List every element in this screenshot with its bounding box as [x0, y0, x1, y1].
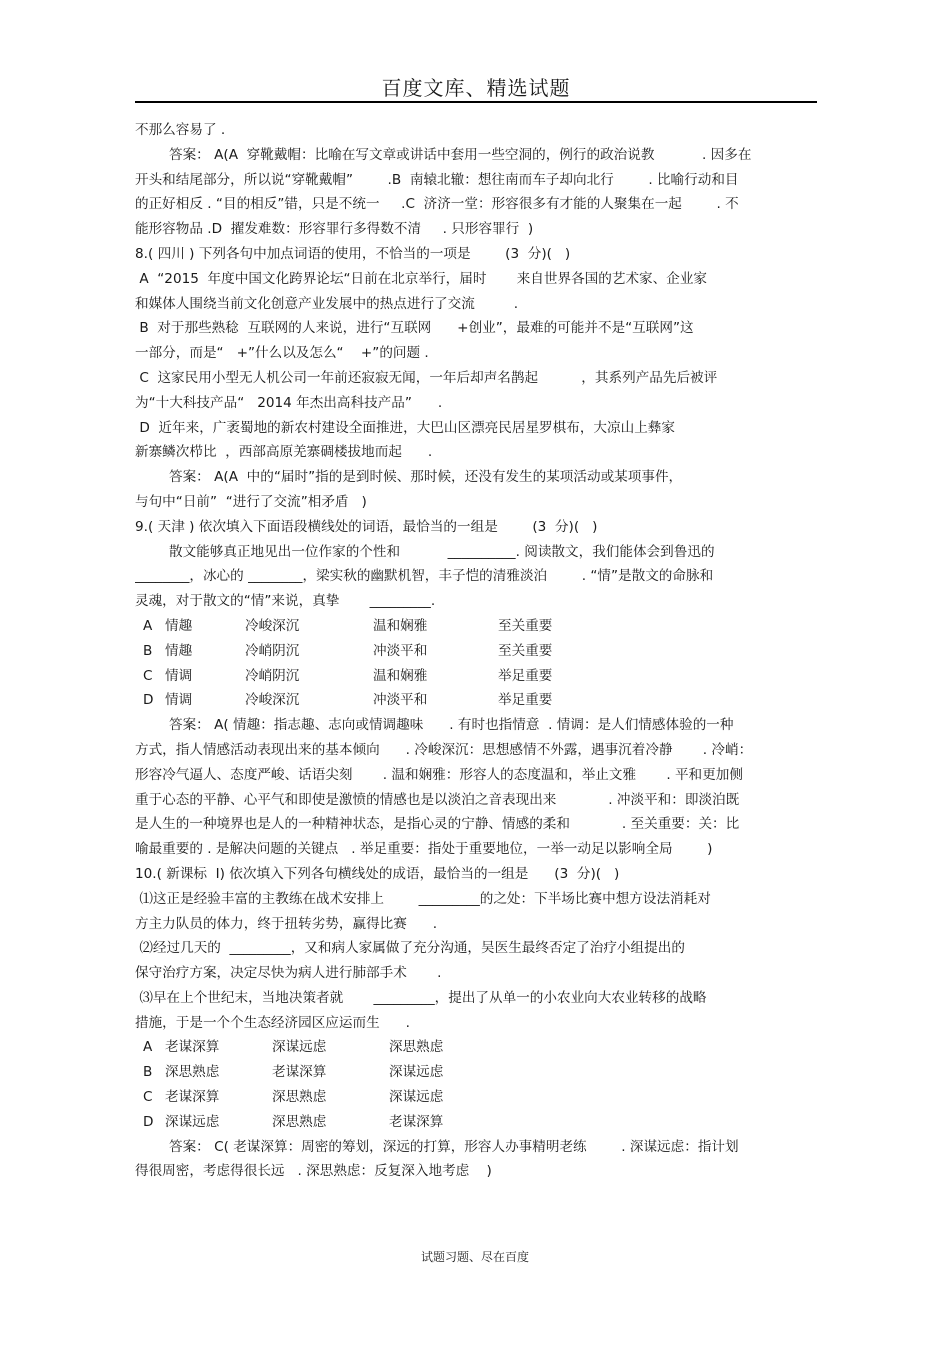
option-letter: C	[143, 1089, 153, 1106]
option-cell: 冷峻深沉	[245, 692, 300, 709]
option-cell: 深谋远虑	[389, 1064, 444, 1081]
option-letter: C	[143, 667, 153, 684]
text-line: ________，冰心的 ________，梁实秋的幽默机智，丰子恺的清雅淡泊 . “情”是散文的命脉和	[135, 568, 714, 585]
text-line: 散文能够真正地见出一位作家的个性和 __________. 阅读散文，我们能体会到鲁迅的	[169, 543, 715, 560]
option-cell: 冲淡平和	[373, 692, 428, 709]
option-cell: 冲淡平和	[373, 642, 428, 659]
text-line: 保守治疗方案，决定尽快为病人进行肺部手术 .	[135, 965, 442, 982]
question-10-option-row	[135, 1060, 817, 1085]
option-cell: 冷峭阴沉	[245, 667, 300, 684]
text-line: 措施，于是一个个生态经济园区应运而生 .	[135, 1014, 410, 1031]
option-cell: 温和娴雅	[373, 617, 428, 634]
option-cell: 深谋远虑	[165, 1113, 220, 1130]
option-cell: 情趣	[165, 642, 193, 659]
option-cell: 老谋深算	[165, 1039, 220, 1056]
text-line: 重于心态的平静、心平气和即使是激愤的情感也是以淡泊之音表现出来 . 冲淡平和：即淡泊既	[135, 791, 740, 808]
answer-line: 答案： A(A 中的“届时”指的是到时候、那时候，还没有发生的某项活动或某项事件，	[169, 469, 683, 486]
answer-line: 答案： A(A 穿靴戴帽：比喻在写文章或讲话中套用一些空洞的，例行的政治说教 . 因多在	[169, 146, 752, 163]
option-cell: 深思熟虑	[165, 1064, 220, 1081]
answer-line: 答案： C( 老谋深算：周密的筹划，深远的打算，形容人办事精明老练 . 深谋远虑：指计划	[169, 1138, 739, 1155]
option-cell: 至关重要	[498, 642, 553, 659]
option-cell: 深思熟虑	[389, 1039, 444, 1056]
option-cell: 情调	[165, 667, 193, 684]
text-line: 得很周密，考虑得很长远 . 深思熟虑：反复深入地考虑 )	[135, 1163, 492, 1180]
question-10-option-row	[135, 1035, 817, 1060]
page-footer: 试题习题、尽在百度	[420, 1250, 529, 1264]
question-9-stem: 9.( 天津 ) 依次填入下面语段横线处的词语，最恰当的一组是 (3 分)( )	[135, 518, 598, 535]
question-8-option-c: C 这家民用小型无人机公司一年前还寂寂无闻，一年后却声名鹊起 ，其系列产品先后被评	[135, 369, 718, 386]
question-10-sentence-2: ⑵经过几天的 _________，又和病人家属做了充分沟通，吴医生最终否定了治疗小组提出的	[135, 940, 685, 957]
question-9-option-row	[135, 688, 817, 713]
option-letter: B	[143, 1064, 153, 1081]
text-line: 是人生的一种境界也是人的一种精神状态，是指心灵的宁静、情感的柔和 . 至关重要：关：比	[135, 816, 740, 833]
option-cell: 深思熟虑	[272, 1089, 327, 1106]
text-line: 喻最重要的 . 是解决问题的关键点 . 举足重要：指处于重要地位，一举一动足以影响全局 )	[135, 841, 713, 858]
text-line: 开头和结尾部分，所以说“穿靴戴帽” .B 南辕北辙：想往南而车子却向北行 . 比喻行动和目	[135, 171, 739, 188]
question-9-option-row	[135, 664, 817, 689]
question-10-stem: 10.( 新课标 Ⅰ) 依次填入下列各句横线处的成语，最恰当的一组是 (3 分)( )	[135, 865, 620, 882]
text-line: 形容冷气逼人、态度严峻、话语尖刻 . 温和娴雅：形容人的态度温和，举止文雅 . 平和更加侧	[135, 766, 743, 783]
text-line: 新寨鳞次栉比 ，西部高原羌寨碉楼拔地而起 .	[135, 444, 433, 461]
text-line: 与句中“日前” “进行了交流”相矛盾 )	[135, 493, 367, 510]
text-line: 的正好相反 . “目的相反”错，只是不统一 .C 济济一堂：形容很多有才能的人聚集在一起 . 不	[135, 196, 739, 213]
option-cell: 老谋深算	[389, 1113, 444, 1130]
option-cell: 举足重要	[498, 692, 553, 709]
question-10-option-row	[135, 1110, 817, 1135]
option-cell: 冷峭阴沉	[245, 642, 300, 659]
text-line: 不那么容易了 .	[135, 122, 226, 138]
question-9-option-row	[135, 639, 817, 664]
option-cell: 举足重要	[498, 667, 553, 684]
option-cell: 老谋深算	[165, 1089, 220, 1106]
question-9-option-row	[135, 614, 817, 639]
option-letter: D	[143, 692, 154, 709]
question-10-option-row	[135, 1085, 817, 1110]
question-10-sentence-3: ⑶早在上个世纪末，当地决策者就 _________，提出了从单一的小农业向大农业转移的战略	[135, 989, 707, 1006]
option-letter: A	[143, 1039, 153, 1056]
text-line: 能形容物品 .D 擢发难数：形容罪行多得数不清 . 只形容罪行 )	[135, 221, 534, 238]
text-line: 和媒体人围绕当前文化创意产业发展中的热点进行了交流 .	[135, 295, 519, 312]
answer-line: 答案： A( 情趣：指志趣、志向或情调趣味 . 有时也指情意 . 情调：是人们情感体验的一种	[169, 717, 734, 734]
question-10-sentence-1: ⑴这正是经验丰富的主教练在战术安排上 _________的之处：下半场比赛中想方设法消耗对	[135, 890, 711, 907]
option-letter: A	[143, 617, 153, 634]
document-body	[135, 118, 817, 1184]
option-cell: 情趣	[165, 617, 193, 634]
option-cell: 情调	[165, 692, 193, 709]
page-header-title: 百度文库、精选试题	[381, 76, 571, 100]
option-cell: 温和娴雅	[373, 667, 428, 684]
option-letter: D	[143, 1113, 154, 1130]
text-line: 方主力队员的体力，终于扭转劣势，赢得比赛 .	[135, 915, 438, 932]
text-line: 灵魂，对于散文的“情”来说，真挚 _________.	[135, 593, 436, 610]
option-cell: 深谋远虑	[272, 1039, 327, 1056]
option-cell: 老谋深算	[272, 1064, 327, 1081]
question-8-option-a: A “2015 年度中国文化跨界论坛“日前在北京举行，届时 来自世界各国的艺术家、企业家	[135, 270, 708, 287]
question-8-stem: 8.( 四川 ) 下列各句中加点词语的使用，不恰当的一项是 (3 分)( )	[135, 245, 571, 262]
text-line: 一部分，而是“ +”什么以及怎么“ +”的问题 .	[135, 345, 429, 362]
option-cell: 冷峻深沉	[245, 617, 300, 634]
option-letter: B	[143, 642, 153, 659]
text-line: 方式，指人情感活动表现出来的基本倾向 . 冷峻深沉：思想感情不外露，遇事沉着冷静 . 冷峭：	[135, 741, 753, 758]
option-cell: 深思熟虑	[272, 1113, 327, 1130]
option-cell: 深谋远虑	[389, 1089, 444, 1106]
question-8-option-d: D 近年来，广袤蜀地的新农村建设全面推进，大巴山区漂亮民居星罗棋布，大凉山上彝家	[135, 419, 675, 436]
text-line: 为“十大科技产品“ 2014 年杰出高科技产品” .	[135, 394, 443, 411]
header-divider	[135, 101, 817, 103]
option-cell: 至关重要	[498, 617, 553, 634]
question-8-option-b: B 对于那些熟稔 互联网的人来说，进行“互联网 +创业”，最难的可能并不是“互联网”这	[135, 320, 694, 337]
